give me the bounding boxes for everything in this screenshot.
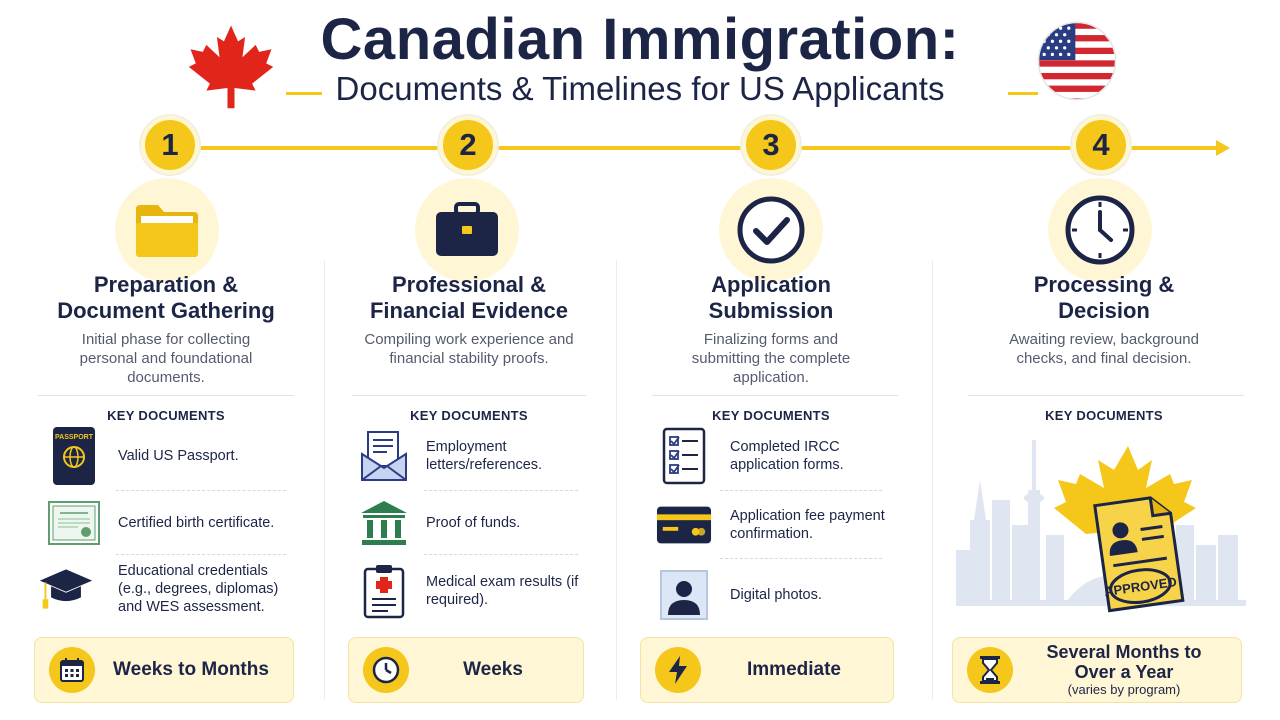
folder-icon [132, 201, 202, 259]
timeline-box [952, 637, 1242, 703]
timeline-box [34, 637, 294, 703]
step-description: Finalizing forms and submitting the complete application. [691, 331, 851, 386]
timeline-note: (varies by program) [1067, 682, 1181, 697]
document-text: Medical exam results (if required). [426, 574, 579, 608]
document-item [656, 494, 906, 556]
medical-clipboard-icon [356, 560, 412, 622]
calendar-icon [49, 647, 95, 693]
step-title-line: Processing & [1033, 272, 1175, 297]
document-item [656, 564, 906, 626]
step-description: Compiling work experience and financial stability proofs. [364, 331, 574, 367]
column-divider [324, 260, 325, 700]
column-divider [616, 260, 617, 700]
clock-icon-bubble [1048, 178, 1152, 282]
checkmark-icon-bubble [719, 178, 823, 282]
svg-text:PASSPORT: PASSPORT [55, 434, 93, 441]
step-description: Initial phase for collecting personal and foundational documents. [79, 331, 253, 386]
letter-envelope-icon [356, 425, 412, 487]
timeline-box [348, 637, 584, 703]
document-text: Proof of funds. [426, 515, 521, 531]
subtitle-line-right [1008, 92, 1038, 95]
hourglass-icon [967, 647, 1013, 693]
step-title [334, 272, 604, 324]
step-1 [16, 112, 316, 720]
us-flag-icon [1036, 20, 1118, 102]
folder-icon-bubble [115, 178, 219, 282]
timeline-text: Weeks to Months [113, 659, 269, 680]
document-text: Employment letters/references. [426, 439, 543, 473]
document-text: Application fee payment confirmation. [730, 508, 885, 542]
key-documents-label: KEY DOCUMENTS [410, 408, 528, 423]
dashed-divider [424, 554, 578, 555]
step-title-line: Decision [1058, 298, 1150, 323]
document-item [356, 492, 596, 554]
document-text: Valid US Passport. [118, 448, 239, 464]
header [0, 0, 1280, 112]
timeline-text-line: Several Months to [1046, 642, 1202, 662]
step-title-line: Submission [708, 298, 834, 323]
step-title-line: Document Gathering [57, 298, 275, 323]
step-2 [334, 112, 604, 720]
divider [652, 395, 898, 396]
step-3 [626, 112, 916, 720]
step-number-badge: 2 [439, 116, 497, 174]
briefcase-icon-bubble [415, 178, 519, 282]
step-number-badge: 4 [1072, 116, 1130, 174]
document-text: Digital photos. [730, 587, 822, 603]
certificate-icon [46, 492, 102, 554]
divider [968, 395, 1244, 396]
dashed-divider [116, 554, 286, 555]
key-documents-label: KEY DOCUMENTS [712, 408, 830, 423]
clock-icon [1064, 194, 1136, 266]
timeline-text-line: Over a Year [1074, 662, 1174, 682]
dashed-divider [424, 490, 578, 491]
briefcase-icon [434, 202, 500, 258]
step-title-line: Professional & [391, 272, 547, 297]
credit-card-icon [656, 494, 712, 556]
checkmark-icon [736, 195, 806, 265]
photo-icon [656, 564, 712, 626]
document-item [356, 560, 596, 622]
passport-icon [46, 425, 102, 487]
step-title-line: Financial Evidence [369, 298, 569, 323]
divider [38, 395, 294, 396]
document-item [356, 425, 596, 487]
step-description: Awaiting review, background checks, and final decision. [1009, 331, 1199, 367]
page-subtitle: Documents & Timelines for US Applicants [335, 70, 945, 107]
document-text: Completed IRCC application forms. [730, 439, 844, 473]
document-item [656, 425, 906, 487]
divider [352, 395, 586, 396]
timeline-text [1013, 642, 1235, 698]
step-number-badge: 1 [141, 116, 199, 174]
clock-icon [363, 647, 409, 693]
dashed-divider [720, 558, 882, 559]
step-title-line: Preparation & [93, 272, 239, 297]
page-title: Canadian Immigration: [320, 7, 960, 72]
step-4 [944, 112, 1264, 720]
document-text: Certified birth certificate. [118, 515, 275, 531]
dashed-divider [720, 490, 882, 491]
checklist-icon [656, 425, 712, 487]
timeline-text: Immediate [747, 659, 841, 680]
step-title-line: Application [711, 272, 831, 297]
lightning-icon [655, 647, 701, 693]
svg-text:APPROVED: APPROVED [1103, 574, 1178, 600]
step-number-badge: 3 [742, 116, 800, 174]
column-divider [932, 260, 933, 700]
step-title [944, 272, 1264, 324]
key-documents-label: KEY DOCUMENTS [1045, 408, 1163, 423]
timeline-text: Weeks [463, 659, 523, 680]
bank-icon [356, 492, 412, 554]
dashed-divider [116, 490, 286, 491]
document-item [46, 492, 306, 554]
key-documents-label: KEY DOCUMENTS [107, 408, 225, 423]
approved-document-icon [956, 430, 1246, 620]
timeline-box [640, 637, 894, 703]
document-item [38, 558, 306, 620]
step-title [626, 272, 916, 324]
document-item [46, 425, 306, 487]
step-title [16, 272, 316, 324]
document-text: Educational credentials (e.g., degrees, diplomas) and WES assessment. [118, 563, 279, 615]
graduation-cap-icon [38, 558, 94, 620]
